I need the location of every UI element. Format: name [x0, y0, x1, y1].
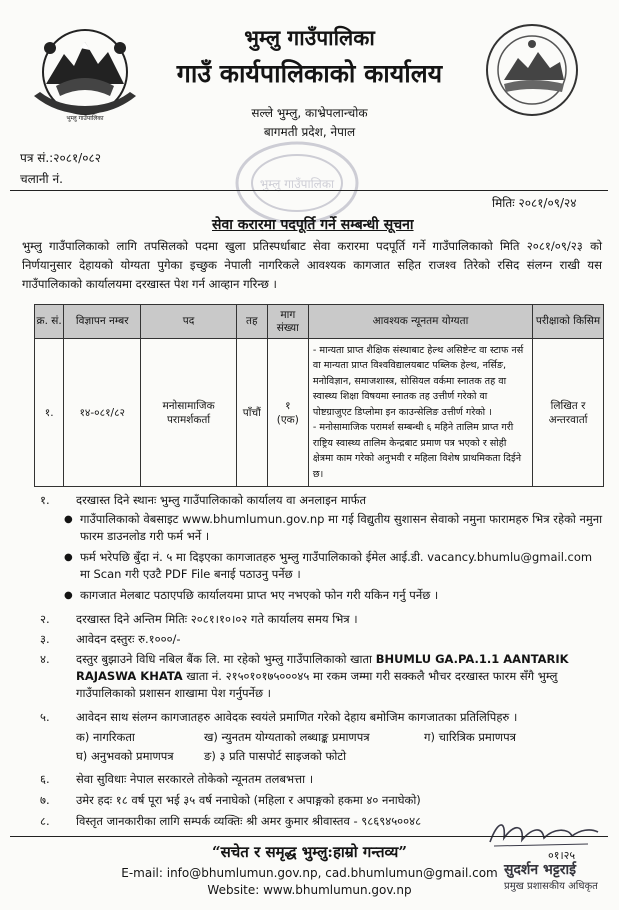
- item-text: [80, 511, 605, 545]
- website-link[interactable]: www.bhumlumun.gov.np: [182, 512, 325, 526]
- vacancy-email-link[interactable]: vacancy.bhumlu@gmail.com: [427, 550, 593, 564]
- bullet-1-text-b: मा गई विद्युतीय सुशासन सेवाको नमुना फारामहरु भित्र रहेको नमुना फारम डाउनलोड गरी फर्म भर्ने ।: [80, 512, 603, 543]
- stamp-text: भुम्लु गाउँपालिका: [259, 177, 335, 191]
- item-number: ५.: [40, 710, 50, 724]
- list-item: [0, 631, 619, 648]
- dispatch-number: चलानी नं.: [20, 172, 63, 186]
- doc-item: घ) अनुभवको प्रमाणपत्र: [76, 749, 174, 763]
- list-item: [0, 587, 619, 604]
- notice-title: सेवा करारमा पदपूर्ति गर्ने सम्बन्धी सूचना: [212, 217, 414, 233]
- item-number: १.: [40, 493, 50, 507]
- municipality-name: भुम्लु गाउँपालिका: [244, 25, 375, 50]
- list-item: [0, 611, 619, 628]
- cell-serial: १.: [35, 339, 64, 487]
- cell-level: पाँचौं: [236, 339, 267, 487]
- bullet-icon: ●: [64, 514, 73, 525]
- col-demand: माग संख्या: [267, 305, 308, 339]
- address-line-2: बागमती प्रदेश, नेपाल: [263, 125, 356, 139]
- qualification-2: - मनोसामाजिक परामर्श सम्बन्धी ६ महिने तालिम प्राप्त गरी राष्ट्रिय स्वास्थ्य तालिम केन्द्रबाट प्रमाण पत्र भएको र सोही क्षेत्रमा काम गरेको अनुभवी र महिला विशेष प्राथमिकता दिईने छ।: [312, 422, 522, 480]
- list-item: [0, 511, 619, 547]
- list-item: [0, 651, 619, 705]
- list-item: [0, 549, 619, 585]
- demand-note: (एक): [276, 413, 299, 426]
- list-item: [0, 792, 619, 809]
- cell-qualification: [308, 339, 532, 487]
- item-number: ४.: [40, 652, 50, 666]
- doc-item: ख) न्युनतम योग्यताको लब्धाङ्क प्रमाणपत्र: [204, 730, 370, 744]
- col-level: तह: [236, 305, 267, 339]
- cell-ad-number: १४-०८१/८२: [64, 339, 141, 487]
- list-item: [0, 709, 619, 726]
- item-number: ६.: [40, 772, 50, 786]
- item-text: कागजात मेलबाट पठाएपछि कार्यालयमा प्राप्त भए नभएको फोन गरी यकिन गर्नु पर्नेछ ।: [80, 588, 439, 602]
- logo-caption: भुम्लु गाउँपालिका: [66, 115, 104, 122]
- bullet-1-text-a: गाउँपालिकाको वेबसाइट: [80, 512, 179, 526]
- table-row: [35, 339, 604, 487]
- item-4-text-a: दस्तुर बुझाउने विधि नबिल बैंक लि. मा रहेको भुम्लु गाउँपालिकाको खाता: [76, 652, 373, 666]
- doc-item: ग) चारित्रिक प्रमाणपत्र: [424, 730, 516, 744]
- item-text: आवेदन दस्तुरः रु.१०००/-: [76, 632, 181, 646]
- cell-demand: [267, 339, 308, 487]
- col-post: पद: [141, 305, 237, 339]
- cell-post: मनोसामाजिक परामर्शकर्ता: [141, 339, 237, 487]
- vacancy-table: [34, 304, 604, 487]
- bullet-2-text-b: मा Scan गरी एउटै PDF File बनाई पठाउनु पर्नेछ ।: [80, 567, 301, 581]
- item-text: दरखास्त दिने अन्तिम मितिः २०८१।१०।०२ गते कार्यालय समय भित्र ।: [76, 612, 358, 626]
- notice-intro: भुम्लु गाउँपालिकाको लागि तपसिलको पदमा खुला प्रतिस्पर्धाबाट सेवा करारमा पदपूर्ति गर्ने गाउँपालिकाको मिति २०८१/०९/२३ को निर्णयानुसार देहायको योग्यता पुगेका इच्छुक नेपाली नागरिकले आवश्यक कागजात सहित राजश्व तिरेको रसिद संलग्न राखी यस गाउँपालिकाको कार्यालयमा दरखास्त पेश गर्न आव्हान गरिन्छ ।: [22, 239, 602, 291]
- item-number: २.: [40, 612, 50, 626]
- item-number: ३.: [40, 632, 50, 646]
- demand-count: १: [285, 399, 291, 412]
- table-header-row: [35, 305, 604, 339]
- col-exam: परीक्षाको किसिम: [533, 305, 604, 339]
- doc-item: क) नागरिकता: [76, 730, 135, 744]
- col-serial: क्र. सं.: [35, 305, 64, 339]
- item-text: दरखास्त दिने स्थानः भुम्लु गाउँपालिकाको कार्यालय वा अनलाइन मार्फत: [76, 493, 367, 507]
- qualification-1: - मान्यता प्राप्त शैक्षिक संस्थाबाट हेल्थ असिष्टेन्ट वा स्टाफ नर्स वा मान्यता प्राप्त विश्वविद्यालयबाट पब्लिक हेल्थ, नर्सिङ, मनोविज्ञान, समाजशास्त्र, सोसियल वर्कमा स्नातक तह वा स्वास्थ्य शिक्षा विषयमा स्नातक तह उत्तीर्ण गरेको वा पोष्टग्राजुएट डिप्लोमा इन काउन्सेलिङ उत्तीर्ण गरेको ।: [312, 344, 524, 418]
- item-number: ८.: [40, 814, 50, 828]
- item-text: सेवा सुविधाः नेपाल सरकारले तोकेको न्यूनतम तलबभत्ता ।: [76, 772, 314, 786]
- office-name: गाउँ कार्यपालिकाको कार्यालय: [176, 59, 443, 88]
- bullet-2-text-a: फर्म भरेपछि बुँदा नं. ५ मा दिइएका कागजातहरु भुम्लु गाउँपालिकाको ईमेल आई.डी.: [80, 550, 424, 564]
- motto: “सचेत र समृद्ध भुम्लु:हाम्रो गन्तव्य”: [212, 843, 407, 861]
- item-text: उमेर हदः १८ वर्ष पूरा भई ३५ वर्ष ननाघेको (महिला र अपाङ्गको हकमा ४० ननाघेको): [76, 793, 421, 807]
- signature-date: ०१।२५: [548, 849, 576, 862]
- cell-exam: लिखित र अन्तरवार्ता: [533, 339, 604, 487]
- doc-item: ङ) ३ प्रति पासपोर्ट साइजको फोटो: [204, 749, 347, 763]
- divider: [10, 190, 608, 191]
- item-text: [80, 549, 605, 583]
- address-line-1: सल्ले भुम्लु, काभ्रेपलान्चोक: [251, 106, 368, 120]
- item-text: [76, 651, 604, 702]
- signatory-name: सुदर्शन भट्टराई: [504, 862, 576, 878]
- contact-website[interactable]: Website: www.bhumlumun.gov.np: [207, 883, 412, 897]
- letter-number: पत्र सं.:२०८१/०८२: [20, 151, 101, 165]
- signatory-title: प्रमुख प्रशासकीय अधिकृत: [504, 881, 598, 892]
- col-qualification: आवश्यक न्यूनतम योग्यता: [308, 305, 532, 339]
- item-4-text-b: खाता नं. २१५०१०१७५०००४५ मा रकम जम्मा गरी सक्कलै भौचर दरखास्त फारम सँगै भुम्लु गाउँपालिकाको प्रशासन शाखामा पेश गर्नुपर्नेछ ।: [76, 669, 558, 700]
- bullet-icon: ●: [64, 590, 73, 601]
- item-number: ७.: [40, 793, 50, 807]
- list-item: [0, 492, 619, 509]
- notice-date: मितिः २०८१/०९/२४: [492, 196, 577, 210]
- bank-account-name: BHUMLU GA.PA.1.1 AANTARIK RAJASWA KHATA: [76, 652, 569, 683]
- footer-divider: [10, 836, 608, 837]
- bullet-icon: ●: [64, 552, 73, 563]
- item-text: आवेदन साथ संलग्न कागजातहरु आवेदक स्वयंले प्रमाणित गरेको देहाय बमोजिम कागजातका प्रतिलिपिहरु ।: [76, 710, 518, 724]
- list-item: [0, 771, 619, 788]
- item-text: विस्तृत जानकारीका लागि सम्पर्क व्यक्तिः श्री अमर कुमार श्रीवास्तव - ९८६९४५००४८: [76, 814, 422, 828]
- contact-email[interactable]: E-mail: info@bhumlumun.gov.np, cad.bhumlumun@gmail.com: [121, 866, 498, 880]
- col-ad-number: विज्ञापन नम्बर: [64, 305, 141, 339]
